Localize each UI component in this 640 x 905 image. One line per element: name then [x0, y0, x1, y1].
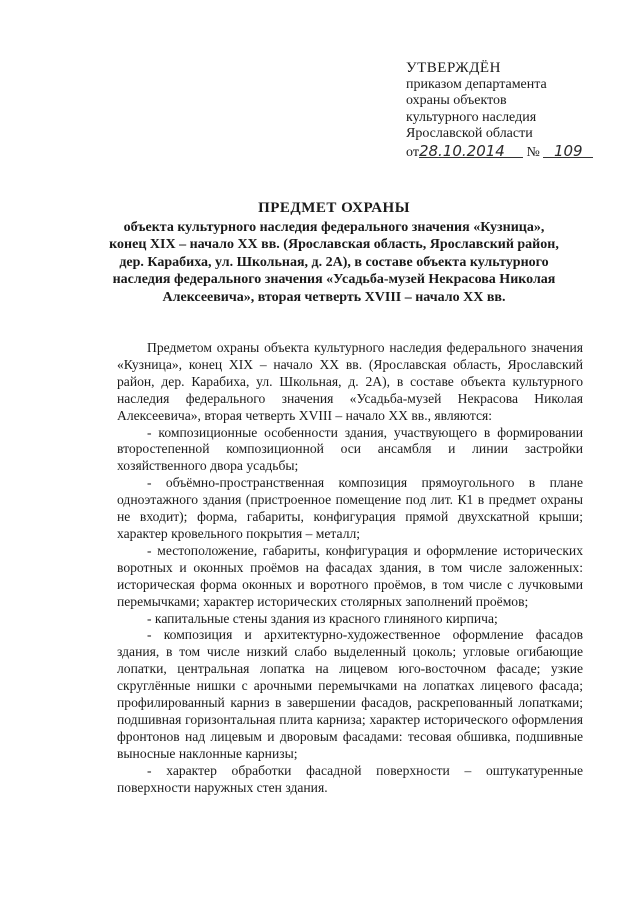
document-title: ПРЕДМЕТ ОХРАНЫ [258, 200, 410, 216]
approval-heading: УТВЕРЖДЁН [406, 60, 501, 76]
number-sign: № [526, 144, 540, 160]
handwritten-date-field [419, 143, 523, 158]
list-item: - композиционные особенности здания, участвующего в формировании второстепенной композиционной оси ансамбля и линии застройки хозяйственного двора усадьбы; [117, 424, 583, 474]
handwritten-number-field [543, 143, 593, 158]
list-item: - характер обработки фасадной поверхности – оштукатуренные поверхности наружных стен здания. [117, 762, 583, 795]
handwritten-date: 28.10.2014 [418, 141, 505, 160]
list-item: - местоположение, габариты, конфигурация и оформление исторических воротных и оконных проёмов на фасадах здания, в том числе заложенных: историческая форма оконных и воротного проёмов, в том числе с лучковыми перемычками; характер исторических столярных заполнений проёмов; [117, 542, 583, 609]
intro-paragraph: Предметом охраны объекта культурного наследия федерального значения «Кузница», конец XIX – начало XX вв. (Ярославская область, Ярославский район, дер. Карабиха, ул. Школьная, д. 2А), в составе объекта культурного наследия федерального значения «Усадьба-музей Некрасова Николая Алексеевича», вторая четверть XVIII – начало XX вв., являются: [117, 340, 583, 423]
approval-line: культурного наследия [406, 109, 537, 125]
list-item: - объёмно-пространственная композиция прямоугольного в плане одноэтажного здания (пристроенное помещение под лит. К1 в предмет охраны не входит); форма, габариты, конфигурация прямой двухскатной крыши; характер кровельного покрытия – металл; [117, 475, 583, 541]
document-title-block [108, 200, 560, 306]
approval-line: приказом департамента [406, 76, 547, 92]
document-subtitle: объекта культурного наследия федерального значения «Кузница», конец XIX – начало XX вв. (Ярославская область, Ярославский район, дер. Карабиха, ул. Школьная, д. 2А), в составе объекта культурного наследия федерального значения «Усадьба-музей Некрасова Николая Алексеевича», вторая четверть XVIII – начало XX вв. [109, 219, 559, 305]
document-body [117, 340, 583, 796]
approval-date-line [406, 143, 616, 162]
list-item: - капитальные стены здания из красного глиняного кирпича; [147, 610, 498, 626]
list-item: - композиция и архитектурно-художественное оформление фасадов здания, в том числе низкий слабо выделенный цоколь; угловые огибающие лопатки, центральная лопатка на лицевом юго-восточном фасаде; узкие скруглённые нишки с арочными перемычками на лопатках лицевого фасада; профилированный карниз в завершении фасадов, раскрепованный лопатками; подшивная горизонтальная плита карниза; характер исторического оформления фронтонов над лицевым и дворовым фасадами: тесовая обшивка, подшивные выносные наклонные карнизы; [117, 627, 583, 761]
approval-line: охраны объектов [406, 93, 507, 108]
date-prefix: от [406, 144, 419, 160]
approval-stamp [406, 60, 616, 161]
handwritten-number: 109 [553, 141, 583, 160]
approval-line: Ярославской области [406, 126, 533, 141]
